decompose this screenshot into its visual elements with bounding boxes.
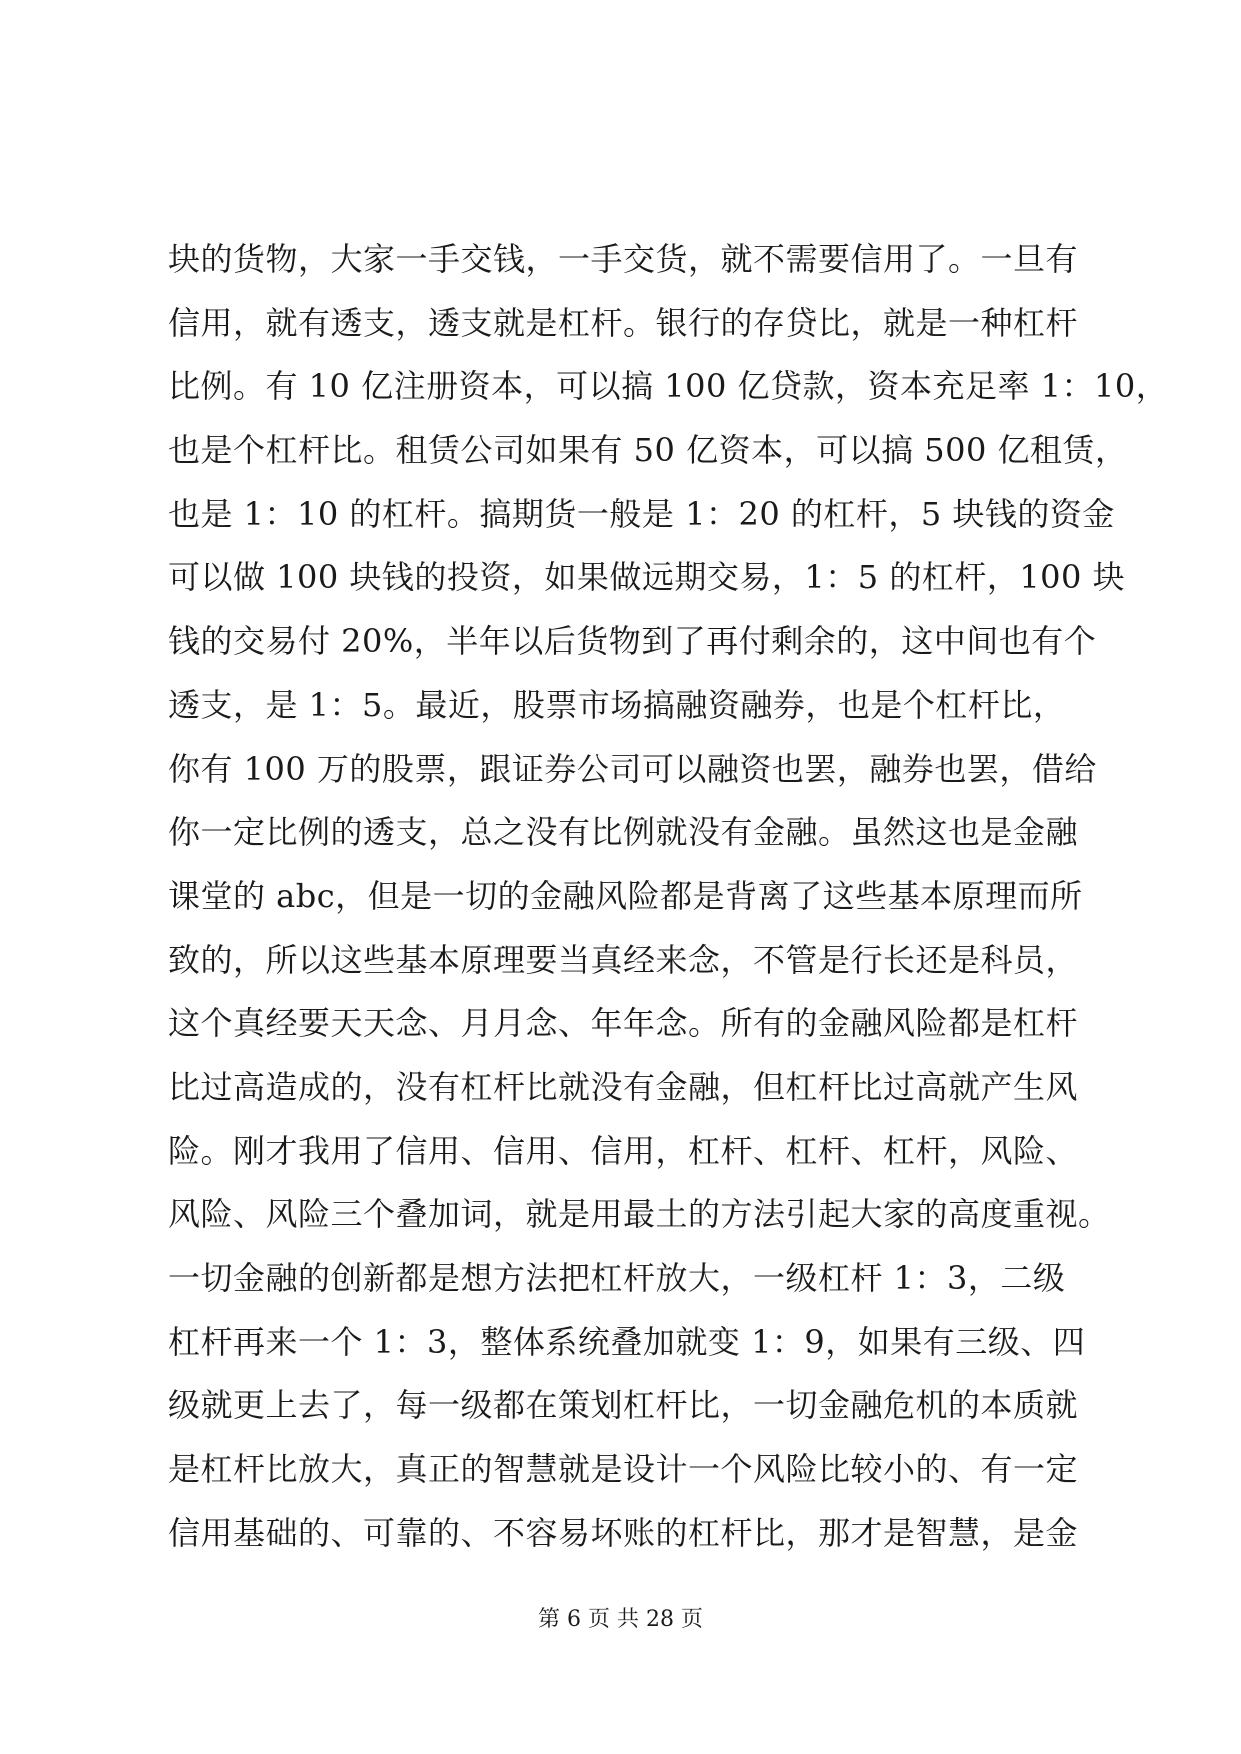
text-line: 钱的交易付 20%，半年以后货物到了再付剩余的，这中间也有个 [168, 622, 1097, 661]
text-line: 这个真经要天天念、月月念、年年念。所有的金融风险都是杠杆 [168, 1004, 1079, 1043]
text-line: 杠杆再来一个 1：3，整体系统叠加就变 1：9，如果有三级、四 [168, 1322, 1086, 1361]
text-line: 比过高造成的，没有杠杆比就没有金融，但杠杆比过高就产生风 [168, 1067, 1079, 1106]
page-number-footer: 第 6 页 共 28 页 [538, 1607, 703, 1632]
text-line: 也是个杠杆比。租赁公司如果有 50 亿资本，可以搞 500 亿租赁， [168, 431, 1128, 470]
text-line: 块的货物，大家一手交钱，一手交货，就不需要信用了。一旦有 [168, 240, 1079, 278]
text-line: 是杠杆比放大，真正的智慧就是设计一个风险比较小的、有一定 [168, 1450, 1079, 1489]
body-text [168, 228, 1169, 1565]
text-line: 你有 100 万的股票，跟证券公司可以融资也罢，融券也罢，借给 [168, 749, 1097, 788]
text-line: 比例。有 10 亿注册资本，可以搞 100 亿贷款，资本充足率 1：10， [168, 367, 1169, 406]
text-line: 一切金融的创新都是想方法把杠杆放大，一级杠杆 1：3，二级 [168, 1259, 1066, 1297]
text-line: 信用基础的、可靠的、不容易坏账的杠杆比，那才是智慧，是金 [168, 1513, 1079, 1552]
text-line: 你一定比例的透支，总之没有比例就没有金融。虽然这也是金融 [168, 813, 1079, 852]
text-line: 险。刚才我用了信用、信用、信用，杠杆、杠杆、杠杆，风险、 [168, 1131, 1079, 1170]
text-line: 信用，就有透支，透支就是杠杆。银行的存贷比，就是一种杠杆 [168, 303, 1079, 342]
text-line: 可以做 100 块钱的投资，如果做远期交易，1：5 的杠杆，100 块 [168, 558, 1126, 597]
text-line: 也是 1：10 的杠杆。搞期货一般是 1：20 的杠杆，5 块钱的资金 [168, 494, 1115, 533]
text-line: 致的，所以这些基本原理要当真经来念，不管是行长还是科员， [168, 940, 1079, 979]
text-line: 课堂的 abc，但是一切的金融风险都是背离了这些基本原理而所 [168, 876, 1083, 915]
text-line: 级就更上去了，每一级都在策划杠杆比，一切金融危机的本质就 [168, 1386, 1079, 1425]
text-line: 透支，是 1：5。最近，股票市场搞融资融券，也是个杠杆比， [168, 685, 1066, 724]
text-line: 风险、风险三个叠加词，就是用最土的方法引起大家的高度重视。 [168, 1195, 1111, 1234]
